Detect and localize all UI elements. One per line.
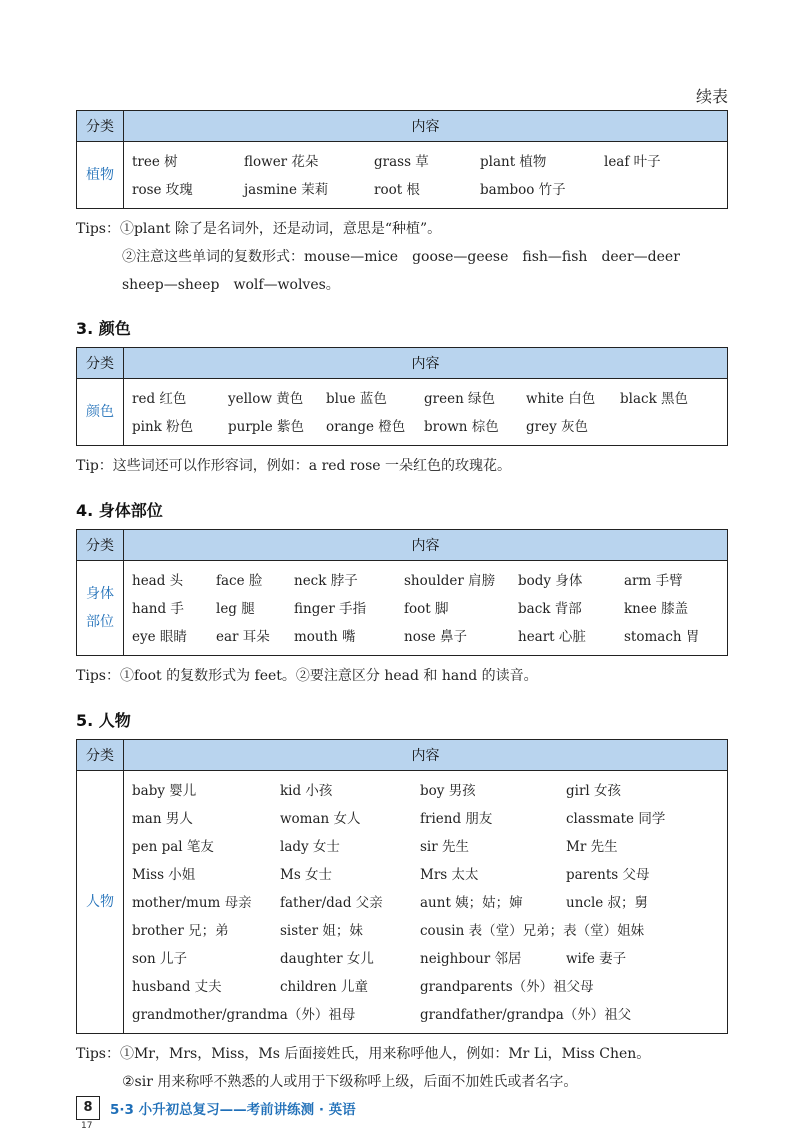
vocab-word: parents 父母 xyxy=(566,867,650,883)
vocab-word: blue 蓝色 xyxy=(326,391,387,407)
vocab-word: classmate 同学 xyxy=(566,811,666,827)
vocab-word: leaf 叶子 xyxy=(604,154,661,170)
vocab-word: aunt 姨；姑；婶 xyxy=(420,895,523,911)
vocab-word: grass 草 xyxy=(374,154,429,170)
body-word-grid xyxy=(132,567,727,651)
vocab-word: white 白色 xyxy=(526,391,596,407)
vocab-word: sister 姐；妹 xyxy=(280,923,363,939)
people-last-row xyxy=(132,1001,727,1029)
vocab-word: flower 花朵 xyxy=(244,154,319,170)
vocab-word: mother/mum 母亲 xyxy=(132,895,252,911)
category-people: 人物 xyxy=(77,771,124,1034)
th-category: 分类 xyxy=(77,111,124,142)
vocab-word: man 男人 xyxy=(132,811,193,827)
category-body xyxy=(77,561,124,656)
people-word-grid xyxy=(132,777,727,1001)
vocab-word: brown 棕色 xyxy=(424,419,499,435)
th-content: 内容 xyxy=(124,530,728,561)
vocab-word: neighbour 邻居 xyxy=(420,951,522,967)
vocab-word: lady 女士 xyxy=(280,839,340,855)
book-title: 5·3 小升初总复习——考前讲练测 · 英语 xyxy=(110,1102,356,1118)
vocab-word: father/dad 父亲 xyxy=(280,895,383,911)
vocab-word: knee 膝盖 xyxy=(624,601,689,617)
tip-line: Tips：①foot 的复数形式为 feet。②要注意区分 head 和 hand 的读音。 xyxy=(76,668,538,684)
tip-line: Tips：①Mr，Mrs，Miss，Ms 后面接姓氏，用来称呼他人，例如：Mr Li，Miss Chen。 xyxy=(76,1046,651,1062)
vocab-word: finger 手指 xyxy=(294,601,367,617)
tip-line: sheep—sheep wolf—wolves。 xyxy=(122,277,340,293)
vocab-word: root 根 xyxy=(374,182,420,198)
th-category: 分类 xyxy=(77,348,124,379)
page-footer xyxy=(76,1094,356,1131)
vocab-word: uncle 叔；舅 xyxy=(566,895,649,911)
colors-table xyxy=(76,347,728,446)
people-tips xyxy=(76,1040,728,1096)
vocab-word: heart 心脏 xyxy=(518,629,586,645)
vocab-word: stomach 胃 xyxy=(624,629,700,645)
vocab-word: plant 植物 xyxy=(480,154,547,170)
vocab-word: neck 脖子 xyxy=(294,573,358,589)
vocab-word: wife 妻子 xyxy=(566,951,627,967)
vocab-word: shoulder 肩膀 xyxy=(404,573,496,589)
vocab-word: friend 朋友 xyxy=(420,811,493,827)
vocab-word: ear 耳朵 xyxy=(216,629,270,645)
th-content: 内容 xyxy=(124,740,728,771)
body-table xyxy=(76,529,728,656)
vocab-word: black 黑色 xyxy=(620,391,689,407)
th-content: 内容 xyxy=(124,111,728,142)
vocab-word: nose 鼻子 xyxy=(404,629,468,645)
vocab-word: hand 手 xyxy=(132,601,184,617)
vocab-word: sir 先生 xyxy=(420,839,469,855)
page-number xyxy=(76,1096,100,1131)
category-line: 部位 xyxy=(86,614,114,630)
category-plants: 植物 xyxy=(77,142,124,209)
page-number-text: 8 xyxy=(83,1100,93,1115)
vocab-word: Miss 小姐 xyxy=(132,867,196,883)
vocab-word: boy 男孩 xyxy=(420,783,476,799)
colors-section xyxy=(76,316,728,480)
body-section xyxy=(76,498,728,690)
vocab-word: rose 玫瑰 xyxy=(132,182,193,198)
vocab-word: grandfather/grandpa（外）祖父 xyxy=(420,1007,632,1023)
vocab-word: brother 兄；弟 xyxy=(132,923,229,939)
vocab-word: Mrs 太太 xyxy=(420,867,479,883)
people-section xyxy=(76,708,728,1096)
vocab-word: baby 婴儿 xyxy=(132,783,197,799)
body-tips xyxy=(76,662,728,690)
plants-tips xyxy=(76,215,728,299)
vocab-word: leg 腿 xyxy=(216,601,255,617)
vocab-word: back 背部 xyxy=(518,601,582,617)
section-title: 4. 身体部位 xyxy=(76,501,163,520)
tip-line: ②sir 用来称呼不熟悉的人或用于下级称呼上级，后面不加姓氏或者名字。 xyxy=(122,1074,578,1090)
th-content: 内容 xyxy=(124,348,728,379)
vocab-word xyxy=(566,917,716,945)
section-title: 3. 颜色 xyxy=(76,319,131,338)
section-title: 5. 人物 xyxy=(76,711,131,730)
vocab-word: face 脸 xyxy=(216,573,263,589)
vocab-word: green 绿色 xyxy=(424,391,496,407)
vocab-word: eye 眼睛 xyxy=(132,629,187,645)
vocab-word: Mr 先生 xyxy=(566,839,618,855)
vocab-word: husband 丈夫 xyxy=(132,979,222,995)
plants-table xyxy=(76,110,728,209)
category-colors: 颜色 xyxy=(77,379,124,446)
vocab-word: cousin 表（堂）兄弟；表（堂）姐妹 xyxy=(420,923,645,939)
vocab-word: woman 女人 xyxy=(280,811,361,827)
vocab-word: children 儿童 xyxy=(280,979,368,995)
vocab-word: body 身体 xyxy=(518,573,583,589)
vocab-word: kid 小孩 xyxy=(280,783,333,799)
colors-word-grid xyxy=(132,385,727,441)
th-category: 分类 xyxy=(77,530,124,561)
th-category: 分类 xyxy=(77,740,124,771)
plants-section xyxy=(76,110,728,299)
vocab-word: son 儿子 xyxy=(132,951,188,967)
vocab-word: grandparents（外）祖父母 xyxy=(420,979,594,995)
continued-label: 续表 xyxy=(695,87,728,106)
vocab-word: daughter 女儿 xyxy=(280,951,374,967)
vocab-word: girl 女孩 xyxy=(566,783,622,799)
vocab-word xyxy=(604,176,714,204)
vocab-word xyxy=(566,973,716,1001)
vocab-word: pen pal 笔友 xyxy=(132,839,214,855)
tip-line: ②注意这些单词的复数形式：mouse—mice goose—geese fish—fish deer—deer xyxy=(122,249,680,265)
category-line: 身体 xyxy=(86,586,114,602)
vocab-word: Ms 女士 xyxy=(280,867,333,883)
page-number-sub: 17 xyxy=(81,1121,93,1131)
vocab-word: yellow 黄色 xyxy=(228,391,304,407)
colors-tips xyxy=(76,452,728,480)
vocab-word: mouth 嘴 xyxy=(294,629,356,645)
vocab-word: foot 脚 xyxy=(404,601,449,617)
tip-line: Tip：这些词还可以作形容词，例如：a red rose 一朵红色的玫瑰花。 xyxy=(76,458,512,474)
vocab-word: jasmine 茉莉 xyxy=(244,182,329,198)
tip-line: Tips：①plant 除了是名词外，还是动词，意思是“种植”。 xyxy=(76,221,442,237)
vocab-word: bamboo 竹子 xyxy=(480,182,566,198)
people-table xyxy=(76,739,728,1034)
vocab-word: head 头 xyxy=(132,573,184,589)
vocab-word: grey 灰色 xyxy=(526,419,589,435)
vocab-word: red 红色 xyxy=(132,391,187,407)
vocab-word: orange 橙色 xyxy=(326,419,406,435)
vocab-word: grandmother/grandma（外）祖母 xyxy=(132,1007,356,1023)
vocab-word xyxy=(620,413,720,441)
vocab-word: arm 手臂 xyxy=(624,573,683,589)
vocab-word: purple 紫色 xyxy=(228,419,305,435)
vocab-word: tree 树 xyxy=(132,154,178,170)
vocab-word: pink 粉色 xyxy=(132,419,194,435)
plants-word-grid xyxy=(132,148,727,204)
